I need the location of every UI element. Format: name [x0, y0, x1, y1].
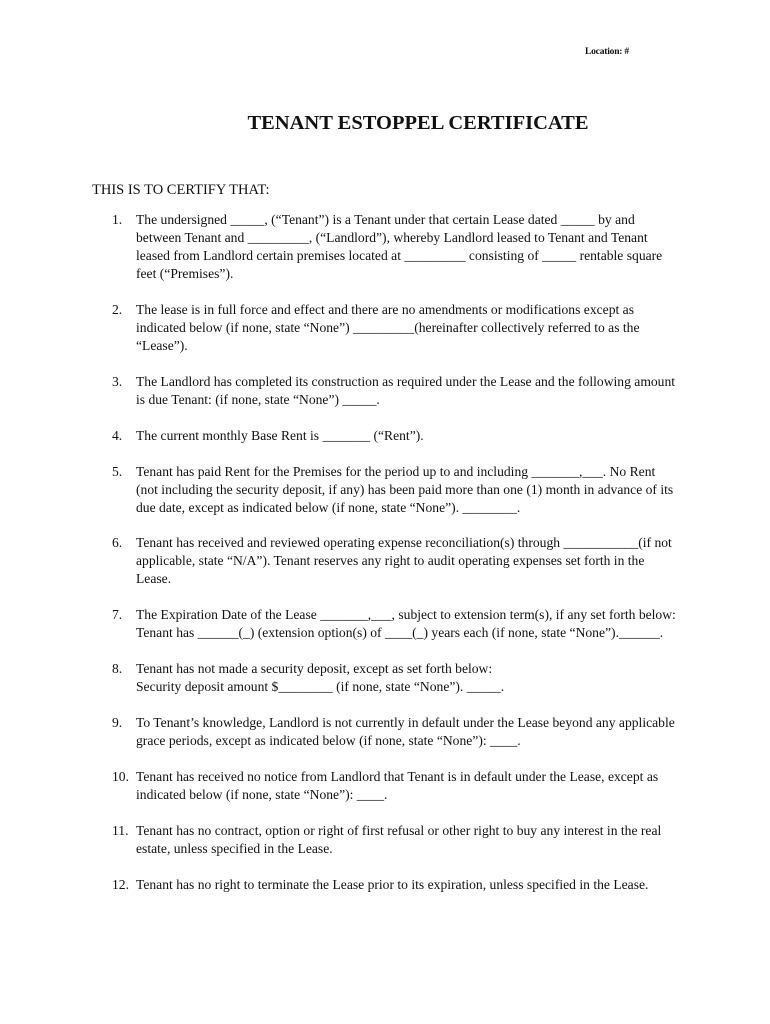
- item-number: 7.: [112, 607, 123, 622]
- item-text: The current monthly Base Rent is _______ (“Rent”).: [136, 428, 424, 443]
- item-number: 4.: [112, 428, 123, 443]
- item-text: Tenant has paid Rent for the Premises for the period up to and including _______,___. No Rent (not including the security deposit, if any) has been paid more than one (1) month in advance of its due date, except as indicated below (if none, state “None”). ________.: [136, 464, 674, 515]
- list-item: [112, 211, 677, 283]
- list-item: [112, 714, 677, 750]
- item-number: 12.: [112, 877, 129, 892]
- item-text: Tenant has not made a security deposit, except as set forth below: Security deposit amount $________ (if none, state “None”). _____.: [136, 661, 505, 694]
- document-title: TENANT ESTOPPEL CERTIFICATE: [247, 112, 589, 134]
- list-item: [112, 822, 677, 858]
- list-item: [112, 301, 677, 355]
- intro-text: THIS IS TO CERTIFY THAT:: [92, 182, 270, 198]
- item-text: Tenant has received and reviewed operating expense reconciliation(s) through ___________(if not applicable, state “N/A”). Tenant reserves any right to audit operating expenses set forth in the Lease.: [136, 535, 672, 586]
- item-text: Tenant has no right to terminate the Lease prior to its expiration, unless specified in the Lease.: [136, 877, 649, 892]
- item-text: Tenant has no contract, option or right of first refusal or other right to buy any interest in the real estate, unless specified in the Lease.: [136, 823, 662, 856]
- item-number: 6.: [112, 535, 123, 550]
- list-item: [112, 534, 677, 588]
- item-number: 1.: [112, 212, 123, 227]
- item-text: To Tenant’s knowledge, Landlord is not currently in default under the Lease beyond any applicable grace periods, except as indicated below (if none, state “None”): ____.: [136, 715, 675, 748]
- certification-list: [112, 211, 677, 912]
- item-text: The Landlord has completed its construction as required under the Lease and the following amount is due Tenant: (if none, state “None”) _____.: [136, 374, 676, 407]
- item-text: The lease is in full force and effect and there are no amendments or modifications except as indicated below (if none, state “None”) _________(hereinafter collectively referred to as the “Lease”).: [136, 302, 640, 353]
- list-item: [112, 660, 677, 696]
- item-number: 10.: [112, 769, 129, 784]
- list-item: [112, 427, 677, 445]
- item-number: 11.: [112, 823, 129, 838]
- item-text: Tenant has received no notice from Landlord that Tenant is in default under the Lease, except as indicated below (if none, state “None”): ____.: [136, 769, 659, 802]
- list-item: [112, 876, 677, 894]
- item-number: 5.: [112, 464, 123, 479]
- item-text: The Expiration Date of the Lease _______,___, subject to extension term(s), if any set forth below: Tenant has ______(_) (extension option(s) of ____(_) years each (if none, state “None”).______.: [136, 607, 676, 640]
- item-text: The undersigned _____, (“Tenant”) is a Tenant under that certain Lease dated _____ by and between Tenant and _________, (“Landlord”), whereby Landlord leased to Tenant and Tenant leased from Landlord certain premises located at _________ consisting of _____ rentable square feet (“Premises”).: [136, 212, 663, 281]
- item-number: 9.: [112, 715, 123, 730]
- item-number: 3.: [112, 374, 123, 389]
- item-number: 8.: [112, 661, 123, 676]
- list-item: [112, 606, 677, 642]
- item-number: 2.: [112, 302, 123, 317]
- list-item: [112, 373, 677, 409]
- location-label: Location: #: [585, 47, 629, 57]
- list-item: [112, 768, 677, 804]
- list-item: [112, 463, 677, 517]
